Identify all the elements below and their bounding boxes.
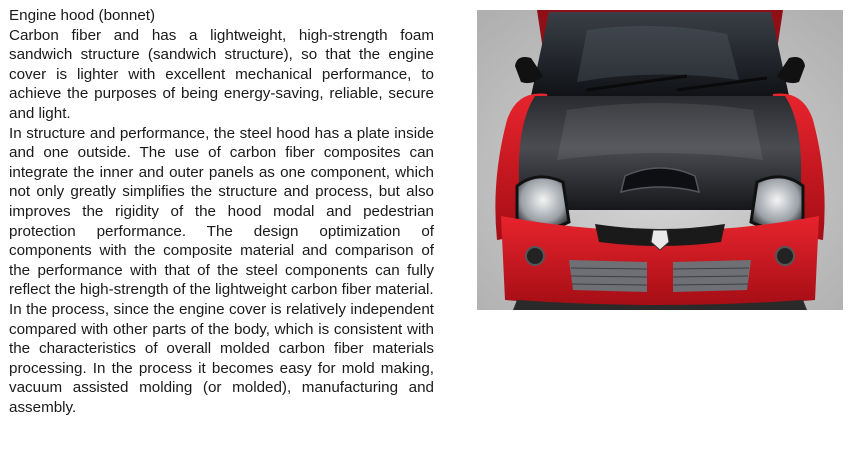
- paragraph-3: In the process, since the engine cover is relatively independent compared with other parts of the body, which is consistent with the characteristics of overall molded carbon fiber materials processing. In the process it becomes easy for mold making, vacuum assisted molding (or molded), manufacturing and assembly.: [9, 300, 434, 416]
- carbon-fiber-hood-car-illustration: [477, 10, 843, 310]
- paragraph-1: Carbon fiber and has a lightweight, high-strength foam sandwich structure (sandwich structure), so that the engine cover is lighter with excellent mechanical performance, to achieve the purposes of being energy-saving, reliable, secure and light.: [9, 26, 434, 122]
- car-photo: [477, 10, 843, 310]
- article-text: [9, 6, 434, 417]
- paragraph-2: In structure and performance, the steel hood has a plate inside and one outside. The use of carbon fiber composites can integrate the inner and outer panels as one component, which not only greatly simplifies the structure and process, but also improves the rigidity of the hood modal and pedestrian protection performance. The design optimization of components with the composite material and comparison of the performance with that of the steel components can fully reflect the high-strength of the lightweight carbon fiber material.: [9, 124, 434, 299]
- article-title: Engine hood (bonnet): [9, 7, 156, 24]
